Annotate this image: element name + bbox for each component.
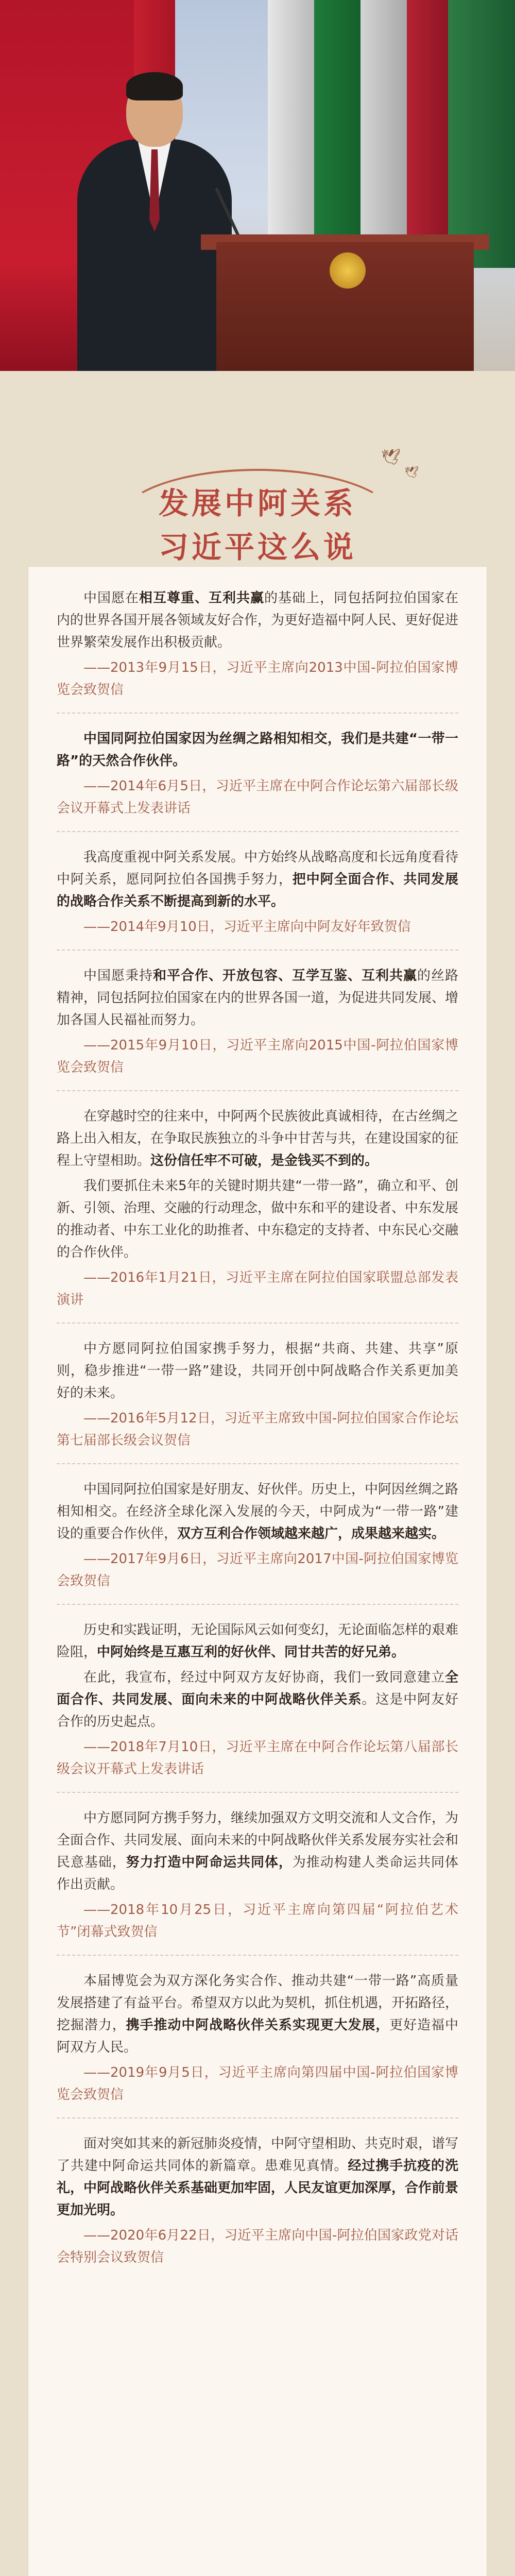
bird-icon: 🕊 bbox=[381, 448, 401, 466]
quote-text: 中国愿秉持 bbox=[83, 968, 153, 984]
quote-emphasis: 这份信任牢不可破，是金钱买不到的。 bbox=[150, 1153, 379, 1168]
quote-paragraph bbox=[57, 1970, 458, 2059]
quote-section bbox=[57, 728, 458, 832]
quote-emphasis: 和平合作、开放包容、互学互鉴、互利共赢 bbox=[153, 968, 417, 984]
quote-list bbox=[57, 587, 458, 2295]
quote-paragraph bbox=[57, 1619, 458, 1664]
quote-text: 本届博览会为双方深化务实合作、推动共建“一带一路”高质量发展搭建了有益平台。希望双方以此为契机，抓住机遇，开拓路径，挖掘潜力， bbox=[57, 1973, 459, 2033]
quote-section bbox=[57, 2133, 458, 2280]
quote-paragraph bbox=[57, 1807, 458, 1896]
bird-icon: 🕊 bbox=[404, 466, 419, 479]
quote-text: 为推动构建人类命运共同体作出贡献。 bbox=[57, 1855, 458, 1892]
quote-paragraph bbox=[57, 1106, 458, 1172]
emblem-icon bbox=[330, 252, 366, 289]
quote-source: ——2014年9月10日，习近平主席向中阿友好年致贺信 bbox=[57, 916, 458, 951]
quote-paragraph bbox=[57, 1479, 458, 1545]
header-photo bbox=[0, 0, 515, 371]
content-card bbox=[28, 567, 487, 2576]
quote-emphasis: 中国同阿拉伯国家因为丝绸之路相知相交，我们是共建“一带一路”的天然合作伙伴。 bbox=[57, 731, 458, 769]
quote-section bbox=[57, 965, 458, 1091]
quote-text: 在此，我宣布，经过中阿双方友好协商，我们一致同意建立 bbox=[83, 1670, 445, 1685]
quote-paragraph bbox=[57, 587, 458, 654]
quote-source: ——2018年7月10日，习近平主席在中阿合作论坛第八届部长级会议开幕式上发表讲话 bbox=[57, 1736, 458, 1793]
quote-text: 我高度重视中阿关系发展。中方始终从战略高度和长远角度看待中阿关系，愿同阿拉伯各国携手努力， bbox=[57, 850, 459, 887]
quote-text: 中国同阿拉伯国家是好朋友、好伙伴。历史上，中阿因丝绸之路相知相交。在经济全球化深入发展的今天，中阿成为“一带一路”建设的重要合作伙伴， bbox=[57, 1482, 459, 1541]
quote-source: ——2019年9月5日，习近平主席向第四届中国-阿拉伯国家博览会致贺信 bbox=[57, 2062, 458, 2119]
quote-emphasis: 努力打造中阿命运共同体， bbox=[126, 1855, 293, 1870]
quote-text: 中方愿同阿拉伯国家携手努力，根据“共商、共建、共享”原则，稳步推进“一带一路”建设，共同开创中阿战略合作关系更加美好的未来。 bbox=[57, 1341, 458, 1401]
quote-section bbox=[57, 1338, 458, 1464]
quote-text: 我们要抓住未来5年的关键时期共建“一带一路”，确立和平、创新、引领、治理、交融的行动理念，做中东和平的建设者、中东发展的推动者、中东工业化的助推者、中东稳定的支持者、中东民心交融的合作伙伴。 bbox=[57, 1178, 459, 1260]
quote-section bbox=[57, 1619, 458, 1793]
quote-emphasis: 双方互利合作领域越来越广，成果越来越实。 bbox=[177, 1526, 445, 1541]
quote-paragraph bbox=[57, 1338, 458, 1404]
quote-section bbox=[57, 846, 458, 951]
quote-text: 中国愿在 bbox=[83, 590, 139, 606]
quote-emphasis: 经过携手抗疫的洗礼，中阿战略伙伴关系基础更加牢固，人民友谊更加深厚，合作前景更加光明。 bbox=[57, 2158, 459, 2218]
quote-paragraph bbox=[57, 1175, 458, 1264]
quote-section bbox=[57, 1106, 458, 1324]
quote-text: 。这是中阿友好合作的历史起点。 bbox=[57, 1692, 458, 1730]
quote-text: 在穿越时空的往来中，中阿两个民族彼此真诚相待，在古丝绸之路上出入相友，在争取民族独立的斗争中甘苦与共，在建设国家的征程上守望相助。 bbox=[57, 1109, 459, 1168]
quote-paragraph bbox=[57, 728, 458, 772]
title-area bbox=[0, 371, 515, 587]
quote-section bbox=[57, 1970, 458, 2119]
quote-source: ——2014年6月5日，习近平主席在中阿合作论坛第六届部长级会议开幕式上发表讲话 bbox=[57, 775, 458, 832]
quote-emphasis: 携手推动中阿战略伙伴关系实现更大发展， bbox=[126, 2018, 390, 2033]
quote-emphasis: 全面合作、共同发展、面向未来的中阿战略伙伴关系 bbox=[57, 1670, 458, 1707]
quote-paragraph bbox=[57, 846, 458, 913]
quote-text: 更好造福中阿双方人民。 bbox=[57, 2018, 458, 2055]
page-title: 发展中阿关系 bbox=[158, 486, 356, 521]
quote-emphasis: 相互尊重、互利共赢 bbox=[139, 590, 264, 606]
quote-source: ——2017年9月6日，习近平主席向2017中国-阿拉伯国家博览会致贺信 bbox=[57, 1548, 458, 1605]
quote-paragraph bbox=[57, 2133, 458, 2222]
quote-source: ——2016年1月21日，习近平主席在阿拉伯国家联盟总部发表演讲 bbox=[57, 1267, 458, 1324]
page-subtitle: 习近平这么说 bbox=[158, 530, 356, 565]
quote-text: 面对突如其来的新冠肺炎疫情，中阿守望相助、共克时艰，谱写了共建中阿命运共同体的新篇章。患难见真情。 bbox=[57, 2136, 459, 2174]
quote-text: 中方愿同阿方携手努力，继续加强双方文明交流和人文合作，为全面合作、共同发展、面向未来的中阿战略伙伴关系发展夯实社会和民意基础， bbox=[57, 1810, 459, 1870]
quote-section bbox=[57, 1479, 458, 1605]
quote-source: ——2020年6月22日，习近平主席向中国-阿拉伯国家政党对话会特别会议致贺信 bbox=[57, 2228, 458, 2265]
quote-emphasis: 中阿始终是互惠互利的好伙伴、同甘共苦的好兄弟。 bbox=[97, 1645, 405, 1660]
quote-text: 的基础上，同包括阿拉伯国家在内的世界各国开展各领域友好合作，为更好造福中阿人民、更好促进世界繁荣发展作出积极贡献。 bbox=[57, 590, 459, 650]
quote-paragraph bbox=[57, 1667, 458, 1733]
quote-source: ——2013年9月15日，习近平主席向2013中国-阿拉伯国家博览会致贺信 bbox=[57, 657, 458, 714]
quote-paragraph bbox=[57, 965, 458, 1031]
quote-section bbox=[57, 1807, 458, 1956]
quote-text: 的丝路精神，同包括阿拉伯国家在内的世界各国一道，为促进共同发展、增加各国人民福祉而努力。 bbox=[57, 968, 459, 1028]
quote-source: ——2015年9月10日，习近平主席向2015中国-阿拉伯国家博览会致贺信 bbox=[57, 1035, 458, 1091]
quote-source: ——2016年5月12日，习近平主席致中国-阿拉伯国家合作论坛第七届部长级会议贺信 bbox=[57, 1408, 458, 1464]
quote-emphasis: 把中阿全面合作、共同发展的战略合作关系不断提高到新的水平。 bbox=[57, 872, 458, 909]
quote-source: ——2018年10月25日，习近平主席向第四届“阿拉伯艺术节”闭幕式致贺信 bbox=[57, 1899, 458, 1956]
quote-section bbox=[57, 587, 458, 714]
quote-text: 历史和实践证明，无论国际风云如何变幻，无论面临怎样的艰难险阻， bbox=[57, 1622, 459, 1660]
